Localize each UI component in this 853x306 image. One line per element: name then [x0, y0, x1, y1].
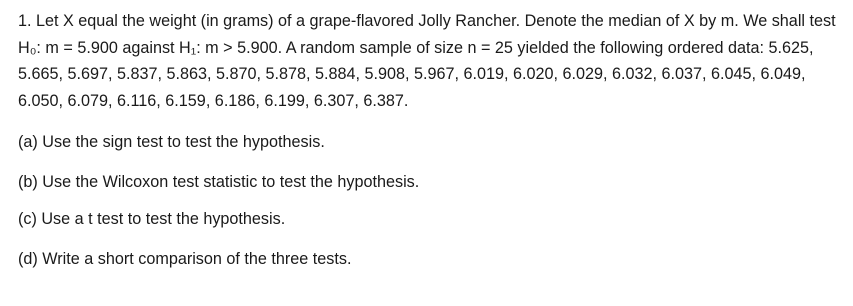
part-b-question: (b) Use the Wilcoxon test statistic to test the hypothesis.	[18, 173, 420, 191]
part-c-question: (c) Use a t test to test the hypothesis.	[18, 210, 286, 228]
document-body	[18, 8, 848, 268]
problem-statement: 1. Let X equal the weight (in grams) of a grape-flavored Jolly Rancher. Denote the median of X by m. We shall test H₀: m = 5.900 against H₁: m > 5.900. A random sample of size n = 25 yielded the following ordered data: 5.625, 5.665, 5.697, 5.837, 5.863, 5.870, 5.878, 5.884, 5.908, 5.967, 6.019, 6.020, 6.029, 6.032, 6.037, 6.045, 6.049, 6.050, 6.079, 6.116, 6.159, 6.186, 6.199, 6.307, 6.387.	[18, 12, 836, 110]
part-a-question: (a) Use the sign test to test the hypothesis.	[18, 133, 325, 151]
part-d-question: (d) Write a short comparison of the three tests.	[18, 250, 352, 268]
